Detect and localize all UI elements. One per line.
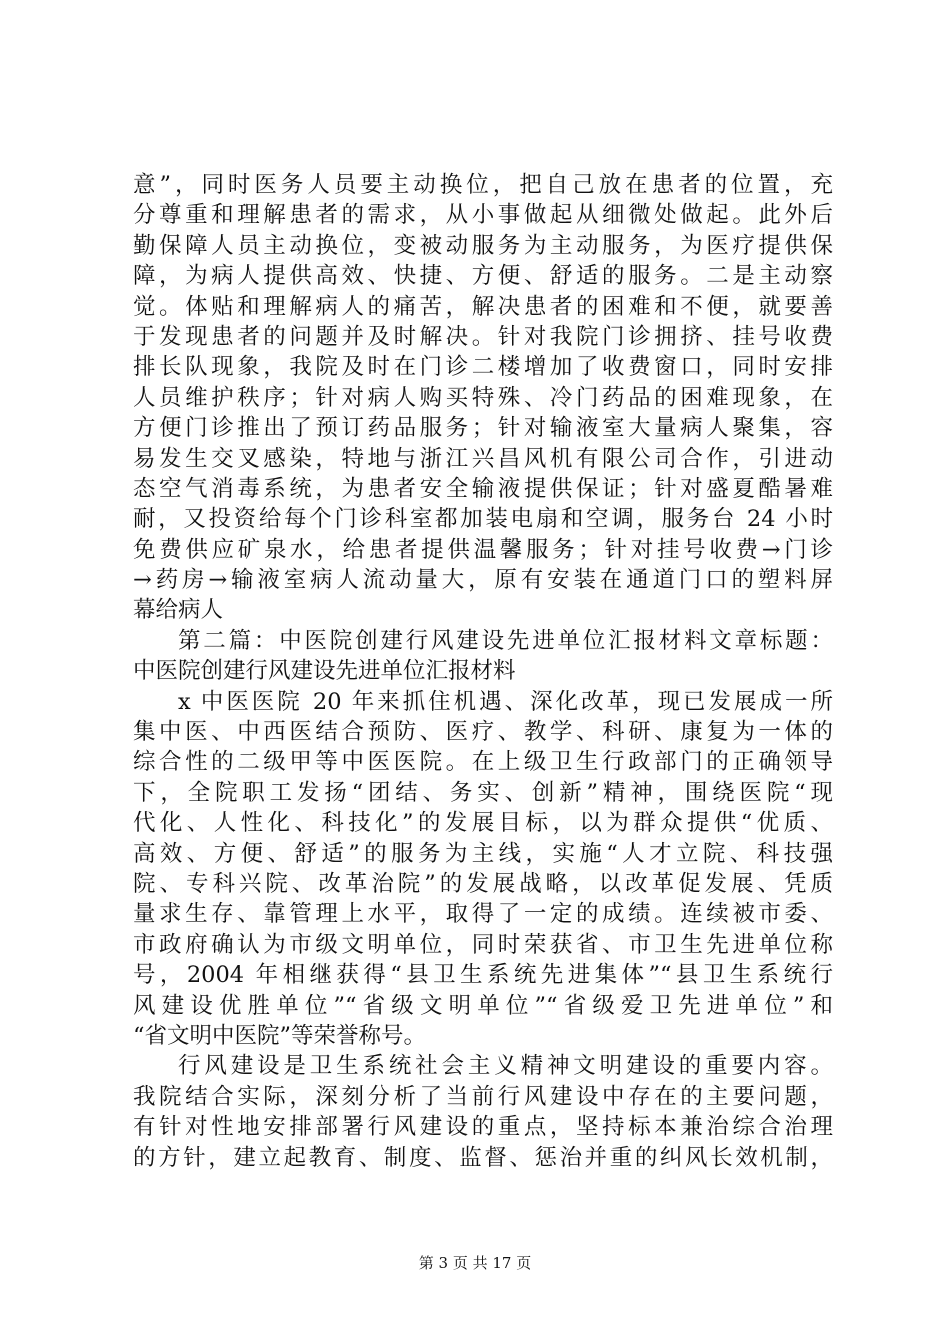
text-line: 人员维护秩序；针对病人购买特殊、冷门药品的困难现象，在	[133, 384, 833, 411]
text-line: 高效、方便、舒适”的服务为主线，实施“人才立院、科技强	[133, 840, 833, 867]
text-line: 院、专科兴院、改革治院”的发展战略，以改革促发展、凭质	[133, 870, 833, 897]
text-line: 代化、人性化、科技化”的发展目标，以为群众提供“优质、	[133, 810, 833, 837]
text-line: 下，全院职工发扬“团结、务实、创新”精神，围绕医院“现	[133, 779, 833, 806]
text-line: 耐，又投资给每个门诊科室都加装电扇和空调，服务台 24 小时	[133, 506, 833, 533]
text-line: 号，2004 年相继获得“县卫生系统先进集体”“县卫生系统行	[133, 962, 833, 989]
text-line: 中医院创建行风建设先进单位汇报材料	[133, 658, 516, 685]
text-line: 第二篇：中医院创建行风建设先进单位汇报材料文章标题：	[178, 627, 833, 654]
text-line: 行风建设是卫生系统社会主义精神文明建设的重要内容。	[178, 1053, 833, 1080]
text-line: 我院结合实际，深刻分析了当前行风建设中存在的主要问题，	[133, 1083, 833, 1110]
text-line: 综合性的二级甲等中医医院。在上级卫生行政部门的正确领导	[133, 749, 833, 776]
text-line: 方便门诊推出了预订药品服务；针对输液室大量病人聚集，容	[133, 415, 833, 442]
text-line: 有针对性地安排部署行风建设的重点，坚持标本兼治综合治理	[133, 1114, 833, 1141]
text-line: 态空气消毒系统，为患者安全输液提供保证；针对盛夏酷暑难	[133, 475, 833, 502]
text-line: 的方针，建立起教育、制度、监督、惩治并重的纠风长效机制，	[133, 1144, 833, 1171]
text-line: 勤保障人员主动换位，变被动服务为主动服务，为医疗提供保	[133, 232, 833, 259]
text-line: 风建设优胜单位”“省级文明单位”“省级爱卫先进单位”和	[133, 992, 833, 1019]
document-body	[133, 170, 833, 1173]
text-line: 市政府确认为市级文明单位，同时荣获省、市卫生先进单位称	[133, 931, 833, 958]
text-line: 意”，同时医务人员要主动换位，把自己放在患者的位置，充	[133, 172, 833, 198]
text-line: 易发生交叉感染，特地与浙江兴昌风机有限公司合作，引进动	[133, 445, 833, 472]
text-line: 觉。体贴和理解病人的痛苦，解决患者的困难和不便，就要善	[133, 293, 833, 320]
text-line: 于发现患者的问题并及时解决。针对我院门诊拥挤、挂号收费	[133, 323, 833, 350]
text-line: x 中医医院 20 年来抓住机遇、深化改革，现已发展成一所	[178, 688, 833, 715]
text-line: 分尊重和理解患者的需求，从小事做起从细微处做起。此外后	[133, 202, 833, 229]
page-footer: 第 3 页 共 17 页	[418, 1254, 532, 1272]
text-line: 集中医、中西医结合预防、医疗、教学、科研、康复为一体的	[133, 719, 833, 746]
text-line: 障，为病人提供高效、快捷、方便、舒适的服务。二是主动察	[133, 263, 833, 290]
text-line: 排长队现象，我院及时在门诊二楼增加了收费窗口，同时安排	[133, 354, 833, 381]
text-line: 量求生存、靠管理上水平，取得了一定的成绩。连续被市委、	[133, 901, 833, 928]
text-line: 免费供应矿泉水，给患者提供温馨服务；针对挂号收费→门诊	[133, 536, 833, 563]
text-line: “省文明中医院”等荣誉称号。	[133, 1022, 427, 1049]
text-line: →药房→输液室病人流动量大，原有安装在通道门口的塑料屏	[133, 567, 833, 594]
text-line: 幕给病人	[133, 597, 224, 624]
